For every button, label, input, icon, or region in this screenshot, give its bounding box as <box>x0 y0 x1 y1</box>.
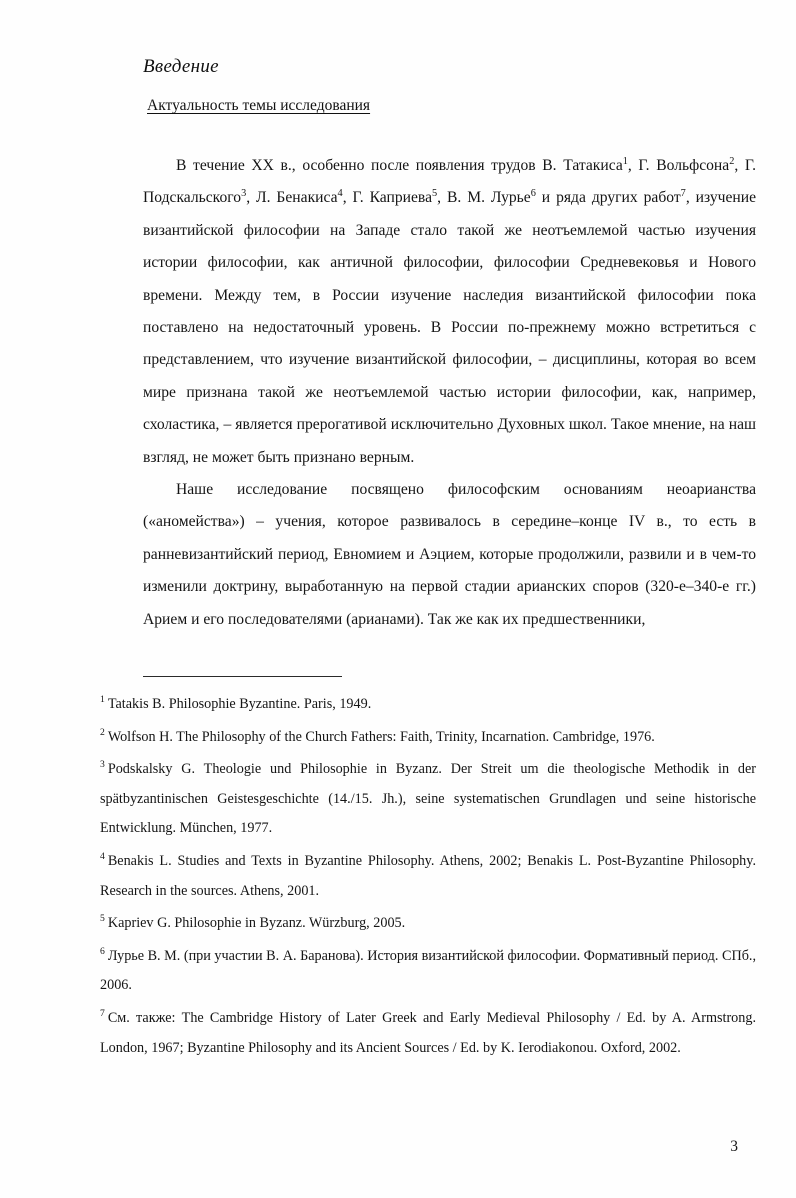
footnote-item <box>100 1004 756 1063</box>
footnote-text: Kapriev G. Philosophie in Byzanz. Würzburg, 2005. <box>107 915 406 932</box>
footnote-text: Benakis L. Studies and Texts in Byzantine Philosophy. Athens, 2002; Benakis L. Post-Byzantine Philosophy. Research in the sources. Athens, 2001. <box>100 852 756 899</box>
footnote-item <box>100 690 756 720</box>
footnote-number: 7 <box>100 1008 105 1020</box>
footnote-text: Лурье В. М. (при участии В. А. Баранова). История византийской философии. Формативный период. СПб., 2006. <box>100 947 757 994</box>
footnote-item <box>100 942 756 1001</box>
footnote-item <box>100 723 756 753</box>
footnote-number: 3 <box>100 759 105 771</box>
footnote-text: Podskalsky G. Theologie und Philosophie in Byzanz. Der Streit um die theologische Methodik in der spätbyzantinischen Geistesgeschichte (14./15. Jh.), seine systematischen Grundlagen und seine historische Entwicklung. München, 1977. <box>100 761 756 837</box>
body-text-block <box>143 150 756 636</box>
footnote-number: 1 <box>100 694 105 706</box>
footnote-reference[interactable]: 6 <box>530 188 536 200</box>
body-paragraph: В течение XX в., особенно после появления трудов В. Татакиса$^1$, Г. Вольфсона$^2$, Г. Подскальского$^3$, Л. Бенакиса$^4$, Г. Каприева$^5$, В. М. Лурье$^6$ и ряда других работ$^7$, изучение византийской философии на Западе стало такой же неотъемлемой частью изучения истории философии, как античной философии, философии Средневековья и Нового времени. Между тем, в России изучение наследия византийской философии пока поставлено на недостаточный уровень. В России по-прежнему можно встретиться с представлением, что изучение византийской философии, – дисциплины, которая во всем мире признана такой же неотъемлемой частью истории философии, как, например, схоластика, – является прерогативой исключительно Духовных школ. Такое мнение, на наш взгляд, не может быть признано верным. <box>143 155 757 466</box>
footnote-reference[interactable]: 4 <box>337 188 343 200</box>
footnote-item <box>100 755 756 844</box>
footnote-number: 4 <box>100 851 105 863</box>
footnote-reference[interactable]: 3 <box>241 188 247 200</box>
footnote-text: Wolfson H. The Philosophy of the Church Fathers: Faith, Trinity, Incarnation. Cambridge, 1976. <box>107 728 655 745</box>
footnote-list <box>100 690 756 1066</box>
footnote-number: 2 <box>100 726 105 738</box>
footnote-reference[interactable]: 2 <box>729 155 735 167</box>
footnote-item <box>100 909 756 939</box>
footnote-number: 5 <box>100 913 105 925</box>
footnote-text: Tatakis B. Philosophie Byzantine. Paris, 1949. <box>107 696 372 712</box>
footnote-item <box>100 847 756 906</box>
footnote-reference[interactable]: 1 <box>622 155 628 167</box>
footnote-number: 6 <box>100 946 105 958</box>
footnote-separator-rule <box>143 676 342 677</box>
page-number: 3 <box>730 1138 738 1155</box>
footnote-reference[interactable]: 7 <box>680 188 686 200</box>
body-paragraph: Наше исследование посвящено философским основаниям неоарианства («аномейства») – учения, которое развивалось в середине–конце IV в., то есть в ранневизантийский период, Евномием и Аэцием, которые продолжили, развили и в чем-то изменили доктрину, выработанную на первой стадии арианских споров (320-е–340-е гг.) Арием и его последователями (арианами). Так же как их предшественники, <box>143 481 756 628</box>
page-title: Введение <box>143 56 219 77</box>
subsection-heading: Актуальность темы исследования <box>147 97 371 114</box>
footnote-text: См. также: The Cambridge History of Later Greek and Early Medieval Philosophy / Ed. by A. Armstrong. London, 1967; Byzantine Philosophy and its Ancient Sources / Ed. by K. Ierodiakonou. Oxford, 2002. <box>100 1009 756 1056</box>
footnote-reference[interactable]: 5 <box>432 188 438 200</box>
